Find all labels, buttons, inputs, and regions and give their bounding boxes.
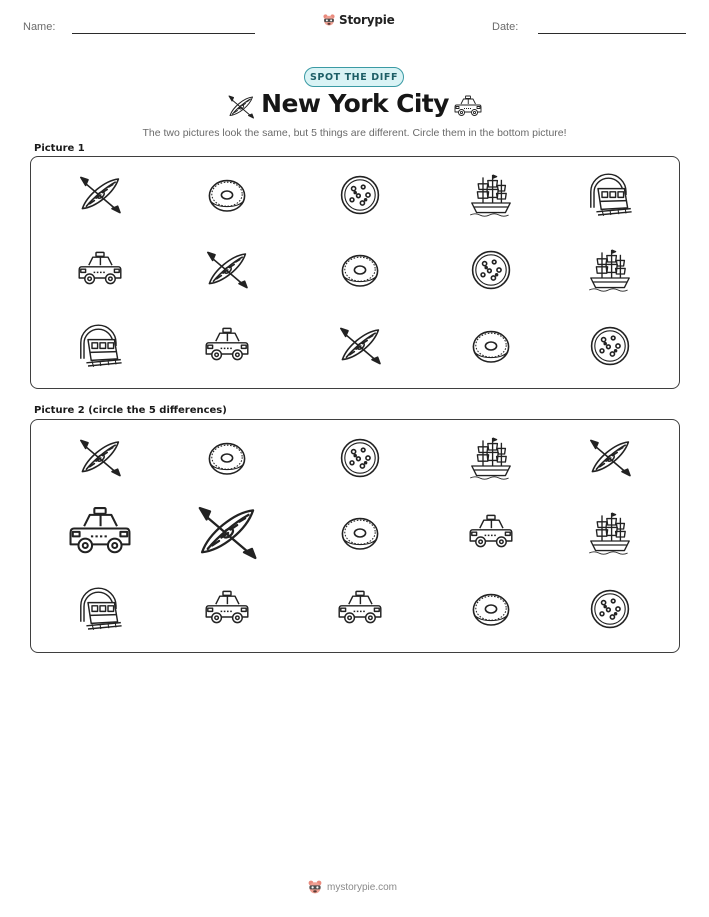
donut-icon[interactable]: [467, 585, 515, 633]
donut-icon: [203, 171, 251, 219]
kayak-icon: [76, 171, 124, 219]
picture-2-label: Picture 2 (circle the 5 differences): [34, 405, 227, 416]
taxi-icon[interactable]: [336, 585, 384, 633]
date-label: Date:: [492, 21, 519, 33]
name-label: Name:: [23, 21, 56, 33]
taxi-icon: [76, 246, 124, 294]
pizza-icon[interactable]: [336, 434, 384, 482]
picture-2-panel[interactable]: [30, 419, 680, 653]
picture-1-panel: [30, 156, 680, 389]
spot-the-diff-badge: SPOT THE DIFF: [304, 67, 404, 87]
ship-icon[interactable]: [467, 434, 515, 482]
subway-icon[interactable]: [76, 585, 124, 633]
kayak-icon: [226, 92, 256, 122]
kayak-icon[interactable]: [76, 434, 124, 482]
page-title: New York City: [261, 89, 449, 118]
pizza-icon: [467, 246, 515, 294]
kayak-icon[interactable]: [586, 434, 634, 482]
donut-icon: [467, 322, 515, 370]
brand-logo: [322, 13, 395, 27]
taxi-icon: [203, 322, 251, 370]
subway-icon: [76, 322, 124, 370]
taxi-icon[interactable]: [467, 509, 515, 557]
donut-icon[interactable]: [203, 434, 251, 482]
taxi-icon: [452, 92, 484, 122]
ship-icon[interactable]: [586, 509, 634, 557]
pizza-icon[interactable]: [586, 585, 634, 633]
kayak-icon[interactable]: [193, 499, 261, 567]
bear-mascot-icon: [322, 13, 336, 27]
taxi-icon[interactable]: [203, 585, 251, 633]
kayak-icon: [336, 322, 384, 370]
ship-icon: [586, 246, 634, 294]
instructions: The two pictures look the same, but 5 things are different. Circle them in the bottom picture!: [142, 127, 567, 139]
brand-name: Storypie: [339, 13, 395, 27]
ship-icon: [467, 171, 515, 219]
name-line[interactable]: [72, 33, 255, 34]
date-line[interactable]: [538, 33, 686, 34]
donut-icon[interactable]: [336, 509, 384, 557]
bear-mascot-icon: [307, 879, 323, 895]
pizza-icon: [586, 322, 634, 370]
picture-1-label: Picture 1: [34, 143, 85, 154]
pizza-icon: [336, 171, 384, 219]
kayak-icon: [203, 246, 251, 294]
donut-icon: [336, 246, 384, 294]
footer: [307, 879, 397, 895]
subway-icon: [586, 171, 634, 219]
footer-url: mystorypie.com: [327, 881, 398, 893]
taxi-icon[interactable]: [66, 499, 134, 567]
